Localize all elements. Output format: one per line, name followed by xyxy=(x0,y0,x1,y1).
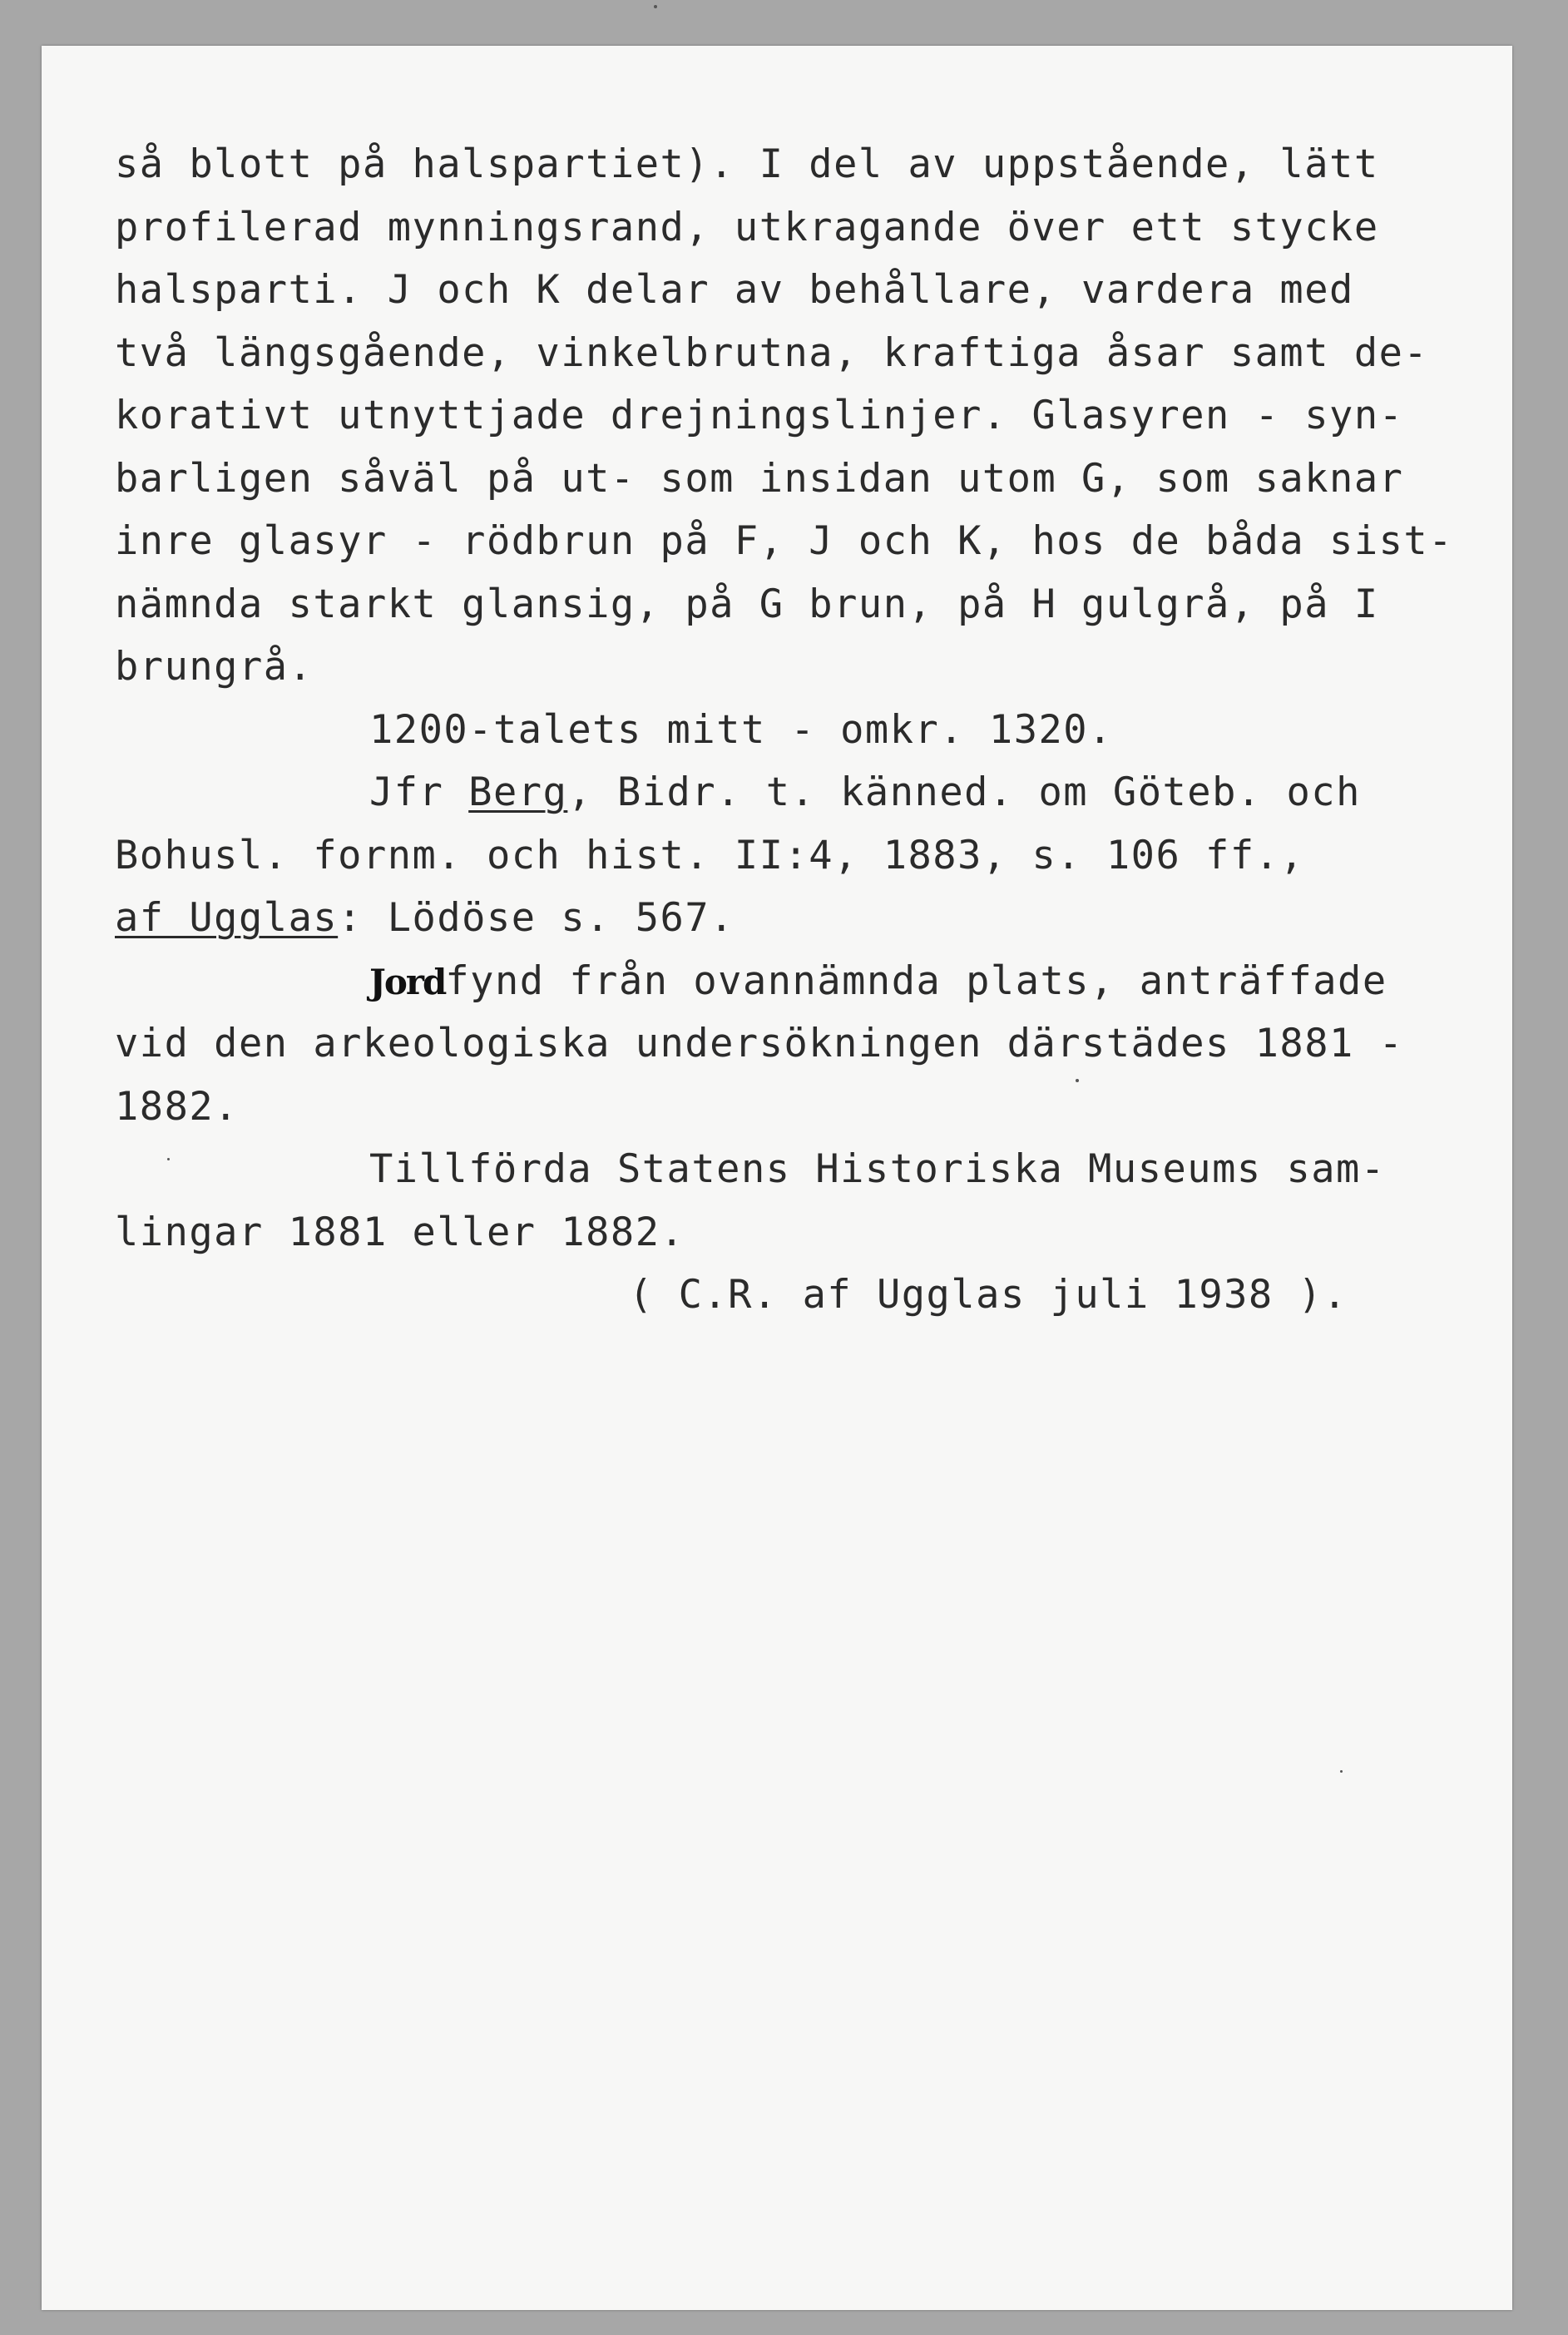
reference-author-berg: Berg xyxy=(468,769,568,815)
dust-speck xyxy=(1340,1770,1343,1773)
text-line: korativt utnyttjade drejningslinjer. Glasyren - syn- xyxy=(115,393,1404,438)
text-line: halsparti. J och K delar av behållare, vardera med xyxy=(115,267,1354,313)
text-line: inre glasyr - rödbrun på F, J och K, hos de båda sist- xyxy=(115,518,1454,564)
reference-prefix: Jfr xyxy=(369,769,469,815)
find-line xyxy=(115,950,1479,1013)
acquisition-line: lingar 1881 eller 1882. xyxy=(115,1209,685,1255)
reference-line xyxy=(115,887,1479,950)
dust-speck xyxy=(1076,1079,1079,1082)
reference-author-ugglas: af Ugglas xyxy=(115,895,339,941)
find-line: vid den arkeologiska undersökningen därstädes 1881 - xyxy=(115,1021,1404,1066)
text-line: nämnda starkt glansig, på G brun, på H gulgrå, på I xyxy=(115,581,1379,627)
text-line: barligen såväl på ut- som insidan utom G, som saknar xyxy=(115,455,1404,502)
reference-text: : Lödöse s. 567. xyxy=(338,895,735,941)
find-line: 1882. xyxy=(115,1083,239,1130)
signature-line: ( C.R. af Ugglas juli 1938 ). xyxy=(629,1272,1348,1318)
text-line: två längsgående, vinkelbrutna, kraftiga åsar samt de- xyxy=(115,329,1429,376)
dust-speck xyxy=(167,1158,170,1160)
reference-line xyxy=(115,761,1479,824)
dating-line: 1200-talets mitt - omkr. 1320. xyxy=(369,706,1113,753)
acquisition-line: Tillförda Statens Historiska Museums sam- xyxy=(369,1146,1386,1192)
text-line: brungrå. xyxy=(115,644,314,690)
typed-text-body xyxy=(115,133,1479,1327)
find-text: fynd från ovannämnda plats, anträffade xyxy=(445,957,1387,1004)
dust-speck xyxy=(654,5,657,8)
reference-line: Bohusl. fornm. och hist. II:4, 1883, s. 106 ff., xyxy=(115,832,1305,878)
handwritten-correction: Jord xyxy=(369,961,446,1002)
text-line: så blott på halspartiet). I del av uppstående, lätt xyxy=(115,141,1379,187)
reference-text: , Bidr. t. känned. om Göteb. och xyxy=(567,769,1361,815)
text-line: profilerad mynningsrand, utkragande över ett stycke xyxy=(115,204,1379,250)
